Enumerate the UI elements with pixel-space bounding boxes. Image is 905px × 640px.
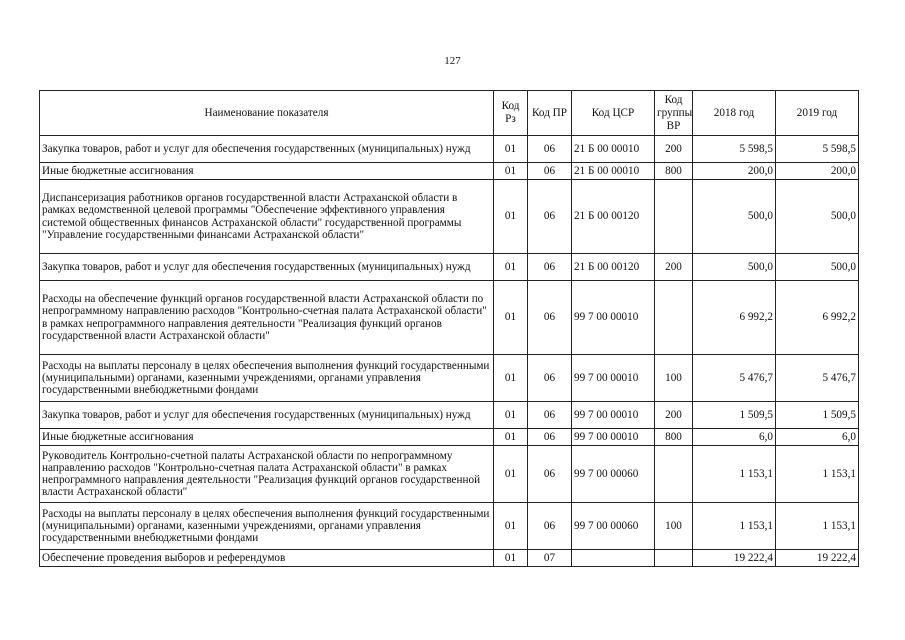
header-2019: 2019 год bbox=[776, 91, 859, 136]
row-vr bbox=[655, 550, 693, 567]
table-row bbox=[40, 550, 859, 567]
row-vr: 800 bbox=[655, 429, 693, 446]
row-2019: 1 153,1 bbox=[776, 503, 859, 550]
budget-table bbox=[39, 90, 859, 567]
row-2018: 500,0 bbox=[693, 254, 776, 281]
row-2019: 5 598,5 bbox=[776, 136, 859, 163]
row-name: Закупка товаров, работ и услуг для обеспечения государственных (муниципальных) нужд bbox=[40, 402, 494, 429]
row-name: Закупка товаров, работ и услуг для обеспечения государственных (муниципальных) нужд bbox=[40, 136, 494, 163]
row-rz: 01 bbox=[494, 136, 528, 163]
row-rz: 01 bbox=[494, 355, 528, 402]
row-rz: 01 bbox=[494, 402, 528, 429]
row-name: Руководитель Контрольно-счетной палаты Астраханской области по непрограммному направлению расходов "Контрольно-счетная палата Астраханской области" в рамках непрограммного направления деятельности "Реализация функций органов государственной власти Астраханской области" bbox=[40, 446, 494, 503]
row-2018: 6,0 bbox=[693, 429, 776, 446]
row-2019: 1 153,1 bbox=[776, 446, 859, 503]
row-2019: 6 992,2 bbox=[776, 281, 859, 355]
row-2019: 1 509,5 bbox=[776, 402, 859, 429]
row-csr: 99 7 00 00010 bbox=[572, 355, 655, 402]
row-csr bbox=[572, 550, 655, 567]
table-row bbox=[40, 254, 859, 281]
header-csr: Код ЦСР bbox=[572, 91, 655, 136]
row-csr: 99 7 00 00060 bbox=[572, 446, 655, 503]
row-name: Расходы на обеспечение функций органов государственной власти Астраханской области по непрограммному направлению расходов "Контрольно-счетная палата Астраханской области" в рамках непрограммного направления деятельности "Реализация функций органов государственной власти Астраханской области" bbox=[40, 281, 494, 355]
page-number: 127 bbox=[444, 55, 461, 67]
row-rz: 01 bbox=[494, 550, 528, 567]
row-name: Иные бюджетные ассигнования bbox=[40, 429, 494, 446]
header-rz: Код Рз bbox=[494, 91, 528, 136]
row-pr: 07 bbox=[528, 550, 572, 567]
row-vr: 100 bbox=[655, 503, 693, 550]
table-row bbox=[40, 429, 859, 446]
row-pr: 06 bbox=[528, 180, 572, 254]
row-2018: 1 509,5 bbox=[693, 402, 776, 429]
row-2018: 1 153,1 bbox=[693, 446, 776, 503]
row-2018: 6 992,2 bbox=[693, 281, 776, 355]
table-row bbox=[40, 402, 859, 429]
row-rz: 01 bbox=[494, 180, 528, 254]
row-2019: 6,0 bbox=[776, 429, 859, 446]
row-rz: 01 bbox=[494, 281, 528, 355]
table-row bbox=[40, 446, 859, 503]
row-2019: 5 476,7 bbox=[776, 355, 859, 402]
header-2018: 2018 год bbox=[693, 91, 776, 136]
row-2018: 19 222,4 bbox=[693, 550, 776, 567]
row-2018: 200,0 bbox=[693, 163, 776, 180]
row-vr: 200 bbox=[655, 402, 693, 429]
row-2018: 5 476,7 bbox=[693, 355, 776, 402]
table-row bbox=[40, 163, 859, 180]
row-2018: 1 153,1 bbox=[693, 503, 776, 550]
row-vr: 200 bbox=[655, 136, 693, 163]
row-vr bbox=[655, 180, 693, 254]
row-rz: 01 bbox=[494, 429, 528, 446]
table-row bbox=[40, 503, 859, 550]
row-vr bbox=[655, 281, 693, 355]
row-name: Расходы на выплаты персоналу в целях обеспечения выполнения функций государственными (муниципальными) органами, казенными учреждениями, органами управления государственными внебюджетными фондами bbox=[40, 355, 494, 402]
row-csr: 99 7 00 00060 bbox=[572, 503, 655, 550]
row-name: Закупка товаров, работ и услуг для обеспечения государственных (муниципальных) нужд bbox=[40, 254, 494, 281]
row-pr: 06 bbox=[528, 281, 572, 355]
row-pr: 06 bbox=[528, 355, 572, 402]
row-2019: 500,0 bbox=[776, 180, 859, 254]
row-rz: 01 bbox=[494, 446, 528, 503]
header-pr: Код ПР bbox=[528, 91, 572, 136]
row-csr: 99 7 00 00010 bbox=[572, 402, 655, 429]
row-pr: 06 bbox=[528, 254, 572, 281]
row-csr: 21 Б 00 00120 bbox=[572, 254, 655, 281]
table-row bbox=[40, 136, 859, 163]
row-vr: 200 bbox=[655, 254, 693, 281]
row-csr: 99 7 00 00010 bbox=[572, 281, 655, 355]
row-vr bbox=[655, 446, 693, 503]
row-2019: 200,0 bbox=[776, 163, 859, 180]
row-rz: 01 bbox=[494, 163, 528, 180]
row-2018: 5 598,5 bbox=[693, 136, 776, 163]
row-pr: 06 bbox=[528, 503, 572, 550]
row-csr: 99 7 00 00010 bbox=[572, 429, 655, 446]
row-csr: 21 Б 00 00010 bbox=[572, 136, 655, 163]
row-pr: 06 bbox=[528, 446, 572, 503]
table-row bbox=[40, 281, 859, 355]
row-name: Обеспечение проведения выборов и референдумов bbox=[40, 550, 494, 567]
row-name: Расходы на выплаты персоналу в целях обеспечения выполнения функций государственными (муниципальными) органами, казенными учреждениями, органами управления государственными внебюджетными фондами bbox=[40, 503, 494, 550]
row-vr: 800 bbox=[655, 163, 693, 180]
row-vr: 100 bbox=[655, 355, 693, 402]
row-rz: 01 bbox=[494, 254, 528, 281]
table-header-row bbox=[40, 91, 859, 136]
row-name: Иные бюджетные ассигнования bbox=[40, 163, 494, 180]
row-2019: 500,0 bbox=[776, 254, 859, 281]
row-rz: 01 bbox=[494, 503, 528, 550]
row-csr: 21 Б 00 00120 bbox=[572, 180, 655, 254]
row-csr: 21 Б 00 00010 bbox=[572, 163, 655, 180]
row-pr: 06 bbox=[528, 429, 572, 446]
row-pr: 06 bbox=[528, 163, 572, 180]
table-row bbox=[40, 180, 859, 254]
table-row bbox=[40, 355, 859, 402]
row-name: Диспансеризация работников органов государственной власти Астраханской области в рамках ведомственной целевой программы "Обеспечение эффективного управления системой общественных финансов Астраханской области" государственной программы "Управление государственными финансами Астраханской области" bbox=[40, 180, 494, 254]
header-vr: Код группы ВР bbox=[655, 91, 693, 136]
header-name: Наименование показателя bbox=[40, 91, 494, 136]
row-2018: 500,0 bbox=[693, 180, 776, 254]
row-pr: 06 bbox=[528, 136, 572, 163]
row-pr: 06 bbox=[528, 402, 572, 429]
row-2019: 19 222,4 bbox=[776, 550, 859, 567]
